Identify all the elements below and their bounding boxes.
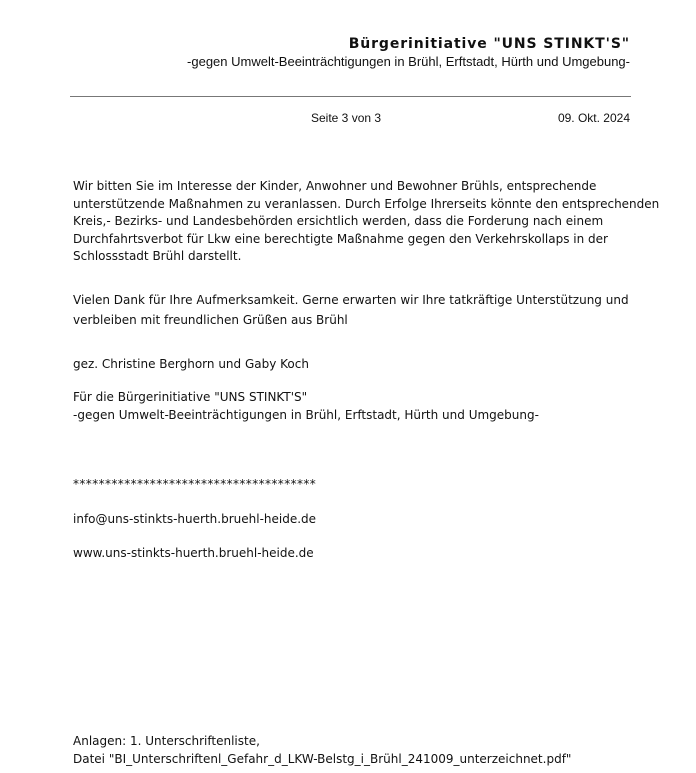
org-subtitle: -gegen Umwelt-Beeinträchtigungen in Brühl, Erftstadt, Hürth und Umgebung- [187, 54, 630, 69]
text-line: Kreis,- Bezirks- und Landesbehörden ersichtlich werden, dass die Forderung nach einem [73, 214, 604, 228]
attachments-note [73, 733, 643, 768]
paragraph-request [73, 178, 660, 266]
text-line: Wir bitten Sie im Interesse der Kinder, Anwohner und Bewohner Brühls, entsprechende [73, 179, 597, 193]
text-line: verbleiben mit freundlichen Grüßen aus Brühl [73, 313, 348, 327]
signature-line: gez. Christine Berghorn und Gaby Koch [73, 357, 309, 371]
text-line: unterstützende Maßnahmen zu veranlassen. Durch Erfolge Ihrerseits könnte den entsprechenden [73, 196, 660, 211]
contact-website: www.uns-stinkts-huerth.bruehl-heide.de [73, 546, 314, 560]
text-line: Schlossstadt Brühl darstellt. [73, 249, 242, 263]
text-line: Vielen Dank für Ihre Aufmerksamkeit. Gerne erwarten wir Ihre tatkräftige Unterstützung und [73, 293, 629, 307]
text-line: -gegen Umwelt-Beeinträchtigungen in Brühl, Erftstadt, Hürth und Umgebung- [73, 407, 539, 422]
sender-organization [73, 389, 643, 424]
contact-email: info@uns-stinkts-huerth.bruehl-heide.de [73, 512, 317, 526]
star-separator: ************************************** [73, 477, 317, 491]
text-line: Für die Bürgerinitiative "UNS STINKT'S" [73, 390, 308, 404]
page-number: Seite 3 von 3 [311, 111, 382, 125]
header-divider [70, 96, 631, 97]
text-line: Anlagen: 1. Unterschriftenliste, [73, 734, 260, 748]
text-line: Datei "BI_Unterschriftenl_Gefahr_d_LKW-Belstg_i_Brühl_241009_unterzeichnet.pdf" [73, 751, 572, 766]
org-title: Bürgerinitiative "UNS STINKT'S" [348, 36, 630, 52]
paragraph-thanks [73, 290, 643, 330]
text-line: Durchfahrtsverbot für Lkw eine berechtigte Maßnahme gegen den Verkehrskollaps in der [73, 231, 608, 246]
letter-date: 09. Okt. 2024 [557, 111, 630, 125]
